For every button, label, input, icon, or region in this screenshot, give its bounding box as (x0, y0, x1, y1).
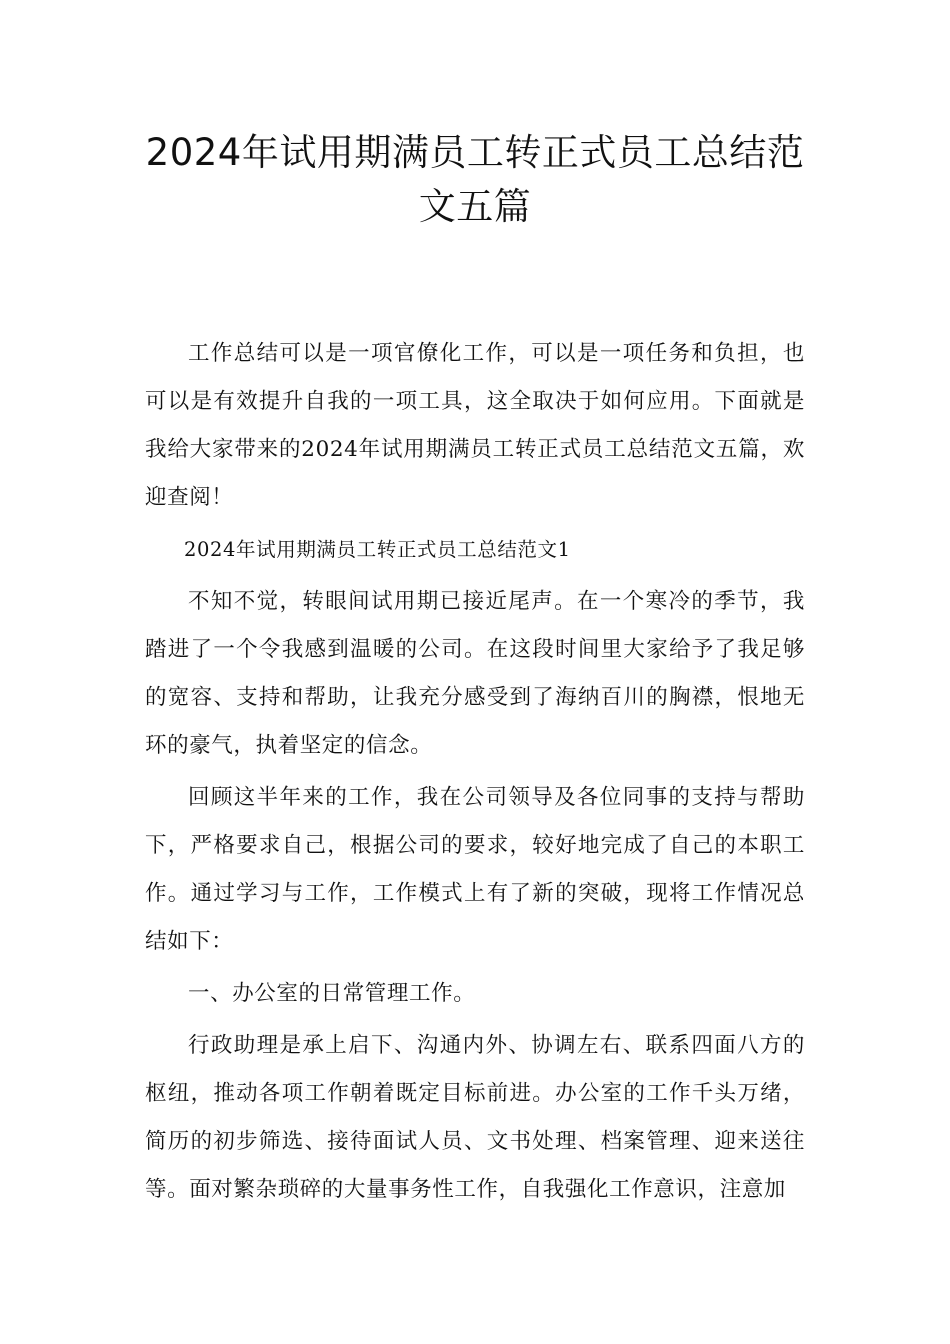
document-title: 2024年试用期满员工转正式员工总结范文五篇 (145, 131, 805, 228)
body-paragraph: 行政助理是承上启下、沟通内外、协调左右、联系四面八方的枢纽，推动各项工作朝着既定目标前进。办公室的工作千头万绪，简历的初步筛选、接待面试人员、文书处理、档案管理、迎来送往等。面对繁杂琐碎的大量事务性工作，自我强化工作意识，注意加 (145, 1033, 805, 1202)
subsection-heading: 一、办公室的日常管理工作。 (188, 981, 476, 1006)
body-paragraph: 回顾这半年来的工作，我在公司领导及各位同事的支持与帮助下，严格要求自己，根据公司的要求，较好地完成了自己的本职工作。通过学习与工作，工作模式上有了新的突破，现将工作情况总结如下： (145, 785, 805, 954)
intro-paragraph: 工作总结可以是一项官僚化工作，可以是一项任务和负担，也可以是有效提升自我的一项工具，这全取决于如何应用。下面就是我给大家带来的2024年试用期满员工转正式员工总结范文五篇，欢迎查阅！ (145, 341, 805, 510)
body-paragraph: 不知不觉，转眼间试用期已接近尾声。在一个寒冷的季节，我踏进了一个令我感到温暖的公司。在这段时间里大家给予了我足够的宽容、支持和帮助，让我充分感受到了海纳百川的胸襟，恨地无环的豪气，执着坚定的信念。 (145, 589, 805, 758)
section-heading: 2024年试用期满员工转正式员工总结范文1 (184, 538, 571, 561)
document-body (145, 330, 805, 1214)
